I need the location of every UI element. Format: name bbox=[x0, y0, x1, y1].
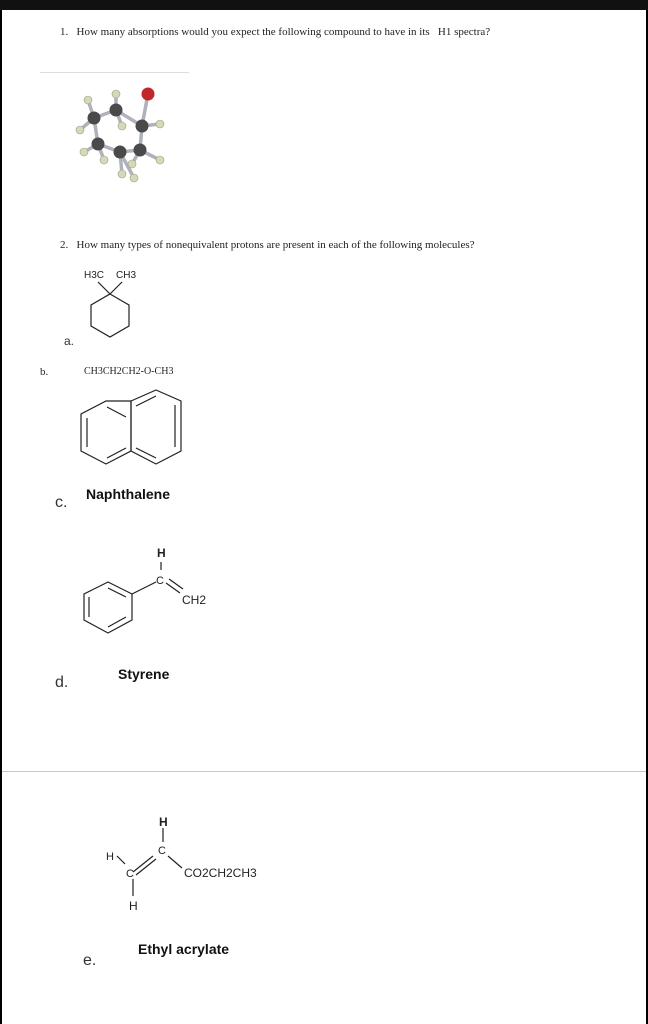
styrene-atom-c: C bbox=[156, 575, 164, 587]
acrylate-atom-h-top: H bbox=[159, 815, 168, 829]
naphthalene-name: Naphthalene bbox=[86, 486, 171, 502]
cyclohexanone-3d-model bbox=[60, 80, 180, 200]
styrene-group-ch2: CH2 bbox=[182, 593, 207, 607]
styrene-name: Styrene bbox=[118, 666, 170, 682]
item-c-label: c. bbox=[55, 494, 68, 511]
dimethylcyclohexane-structure bbox=[80, 266, 160, 346]
styrene-atom-h: H bbox=[157, 546, 166, 560]
top-bar bbox=[0, 0, 648, 10]
substituent-ch3: CH3 bbox=[116, 270, 137, 281]
acrylate-atom-c1: C bbox=[158, 845, 166, 857]
question-2 bbox=[60, 239, 475, 251]
section-divider bbox=[2, 771, 646, 772]
item-a-label: a. bbox=[64, 334, 75, 348]
acrylate-atom-h-left: H bbox=[106, 851, 114, 863]
item-e-label: e. bbox=[83, 952, 97, 969]
ethyl-acrylate-name: Ethyl acrylate bbox=[138, 941, 230, 957]
question-1-tail: H1 spectra? bbox=[437, 26, 491, 38]
item-b-label: b. bbox=[40, 366, 49, 378]
naphthalene-structure bbox=[76, 398, 196, 468]
acrylate-group-ester: CO2CH2CH3 bbox=[184, 866, 257, 880]
question-2-text: How many types of nonequivalent protons are present in each of the following molecules? bbox=[76, 239, 475, 251]
question-1-text: How many absorptions would you expect the following compound to have in its bbox=[76, 26, 430, 38]
substituent-h3c: H3C bbox=[84, 270, 105, 281]
acrylate-atom-c2: C bbox=[126, 868, 134, 880]
item-b-formula: CH3CH2CH2-O-CH3 bbox=[84, 366, 174, 377]
styrene-structure bbox=[76, 540, 216, 640]
item-d-label: d. bbox=[55, 674, 69, 691]
acrylate-atom-h-bottom: H bbox=[129, 899, 138, 913]
image-top-rule bbox=[40, 72, 189, 73]
question-1 bbox=[60, 26, 490, 38]
ethyl-acrylate-structure bbox=[100, 814, 290, 914]
question-1-number: 1. bbox=[60, 26, 69, 38]
question-2-number: 2. bbox=[60, 239, 69, 251]
